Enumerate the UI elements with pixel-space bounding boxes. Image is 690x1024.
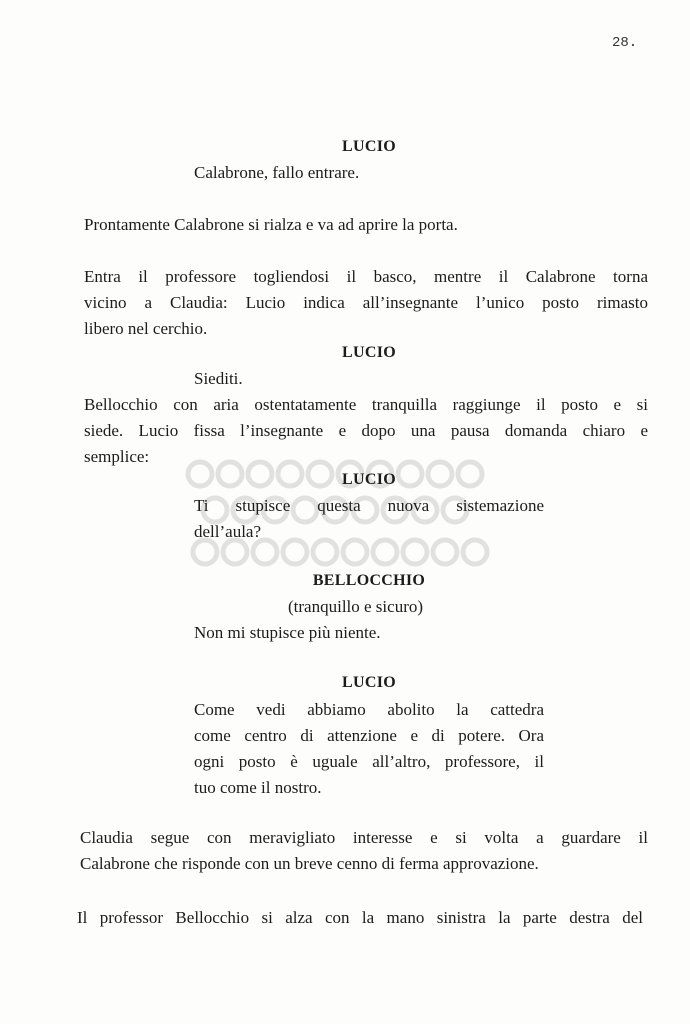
stage-direction-2-line-2: vicino a Claudia: Lucio indica all’insegnante l’unico posto rimasto bbox=[84, 293, 648, 312]
stage-direction-3-line-2: siede. Lucio fissa l’insegnante e dopo una pausa domanda chiaro e bbox=[84, 421, 648, 440]
dialogue-line-3-part-1: Ti stupisce questa nuova sistemazione bbox=[194, 496, 544, 515]
stage-direction-3-line-1: Bellocchio con aria ostentatamente tranquilla raggiunge il posto e si bbox=[84, 395, 648, 414]
stage-direction-3-line-3: semplice: bbox=[84, 447, 150, 466]
dialogue-line-4: Non mi stupisce più niente. bbox=[194, 623, 381, 642]
dialogue-line-3-part-2: dell’aula? bbox=[194, 522, 262, 541]
stage-direction-2-line-1: Entra il professore togliendosi il basco, mentre il Calabrone torna bbox=[84, 267, 648, 286]
dialogue-line-5-part-1: Come vedi abbiamo abolito la cattedra bbox=[194, 700, 544, 719]
dialogue-line-5-part-4: tuo come il nostro. bbox=[194, 778, 322, 797]
dialogue-line-1: Calabrone, fallo entrare. bbox=[194, 163, 360, 182]
speaker-lucio-3: LUCIO bbox=[342, 471, 396, 488]
speaker-bellocchio: BELLOCCHIO bbox=[312, 572, 426, 589]
stage-direction-5: Il professor Bellocchio si alza con la mano sinistra la parte destra del bbox=[77, 908, 643, 927]
dialogue-line-5-part-2: come centro di attenzione e di potere. Ora bbox=[194, 726, 544, 745]
speaker-lucio-1: LUCIO bbox=[342, 138, 396, 155]
stage-direction-1: Prontamente Calabrone si rialza e va ad aprire la porta. bbox=[84, 215, 458, 234]
parenthetical: (tranquillo e sicuro) bbox=[288, 597, 424, 616]
dialogue-line-5-part-3: ogni posto è uguale all’altro, professore, il bbox=[194, 752, 544, 771]
stage-direction-4-line-2: Calabrone che risponde con un breve cenno di ferma approvazione. bbox=[80, 854, 539, 873]
speaker-lucio-2: LUCIO bbox=[342, 344, 396, 361]
page-number: 28. bbox=[612, 35, 638, 51]
stage-direction-2-line-3: libero nel cerchio. bbox=[84, 319, 208, 338]
dialogue-line-2: Siediti. bbox=[194, 369, 243, 388]
stage-direction-4-line-1: Claudia segue con meravigliato interesse e si volta a guardare il bbox=[80, 828, 648, 847]
speaker-lucio-4: LUCIO bbox=[342, 674, 396, 691]
